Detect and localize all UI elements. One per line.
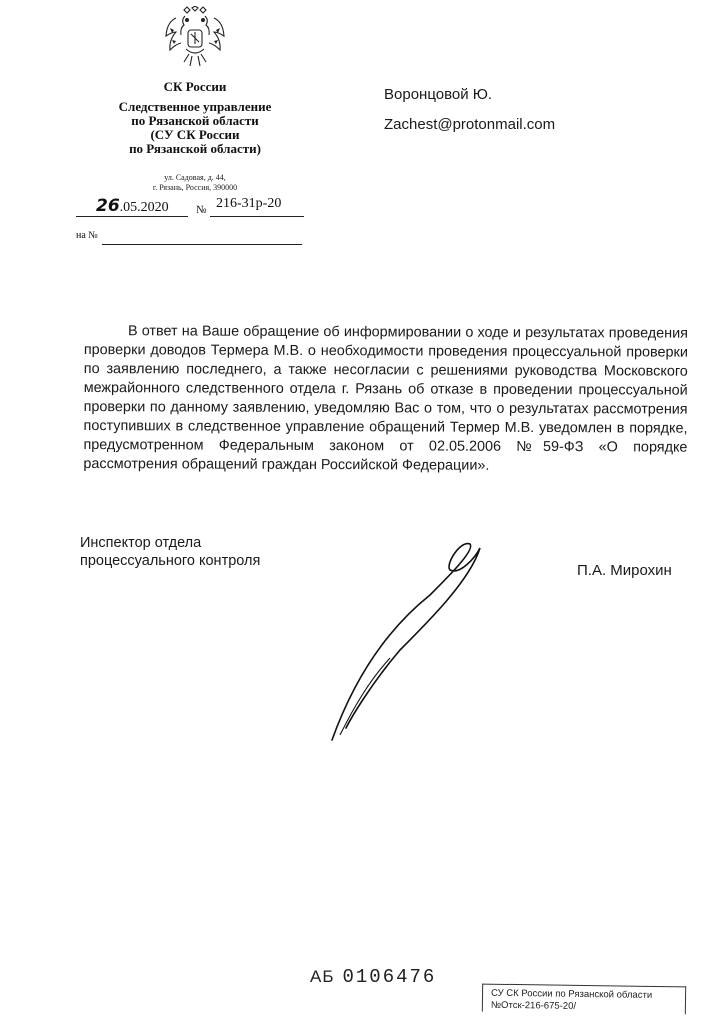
date-underline bbox=[76, 216, 188, 217]
position-line: Инспектор отдела bbox=[80, 535, 202, 551]
registration-stamp bbox=[482, 984, 686, 1015]
letter-date bbox=[96, 196, 169, 216]
org-full-name bbox=[90, 100, 300, 156]
date-month-year: .05.2020 bbox=[119, 200, 169, 215]
position-line: процессуального контроля bbox=[80, 553, 261, 569]
stamp-line: №Отск-216-675-20/ bbox=[490, 999, 577, 1012]
address-line: ул. Садовая, д. 44, bbox=[164, 173, 226, 182]
stamp-line: СУ СК России по Рязанской области bbox=[490, 987, 653, 1001]
form-serial bbox=[310, 966, 436, 988]
outgoing-number: 216-31р-20 bbox=[216, 196, 282, 211]
org-line: Следственное управление bbox=[118, 99, 272, 114]
recipient-email: Zachest@protonmail.com bbox=[384, 116, 556, 133]
handwritten-signature bbox=[310, 540, 490, 750]
recipient-block bbox=[384, 86, 555, 146]
org-line: по Рязанской области) bbox=[129, 141, 261, 156]
date-day-handwritten: 26 bbox=[96, 196, 120, 216]
address-line: г. Рязань, Россия, 390000 bbox=[152, 183, 238, 192]
reply-to-row bbox=[76, 228, 302, 248]
reply-to-label: на № bbox=[76, 230, 98, 241]
form-series: АБ bbox=[310, 967, 335, 986]
reply-to-underline bbox=[102, 244, 302, 245]
signer-position bbox=[80, 534, 260, 570]
number-underline bbox=[210, 216, 304, 217]
org-address bbox=[120, 173, 270, 193]
letter-body: В ответ на Ваше обращение об информировании о ходе и результатах проведения проверки доводов Термера М.В. о необходимости проведения процессуальной проверки по заявлению последнего, а также несогласии с решениями руководства Московского межрайонного следственного отдела г. Рязань об отказе в проведении процессуальной проверки по данному заявлению, уведомляю Вас о том, что о результатах рассмотрения поступивших в следственное управление обращений Термер М.В. уведомлен в порядке, предусмотренном Федеральным законом от 02.05.2006 №59-ФЗ «О порядке рассмотрения обращений граждан Российской Федерации». bbox=[83, 323, 688, 474]
recipient-name: Воронцовой Ю. bbox=[384, 86, 493, 103]
number-label: № bbox=[196, 204, 207, 216]
date-number-row bbox=[76, 196, 306, 220]
coat-of-arms-emblem bbox=[164, 6, 226, 70]
org-line: (СУ СК России bbox=[150, 127, 240, 142]
form-serial-number: 0106476 bbox=[342, 966, 437, 988]
org-line: по Рязанской области bbox=[131, 113, 259, 128]
org-short-name: СК России bbox=[163, 79, 227, 94]
signer-name: П.А. Мирохин bbox=[577, 562, 672, 579]
